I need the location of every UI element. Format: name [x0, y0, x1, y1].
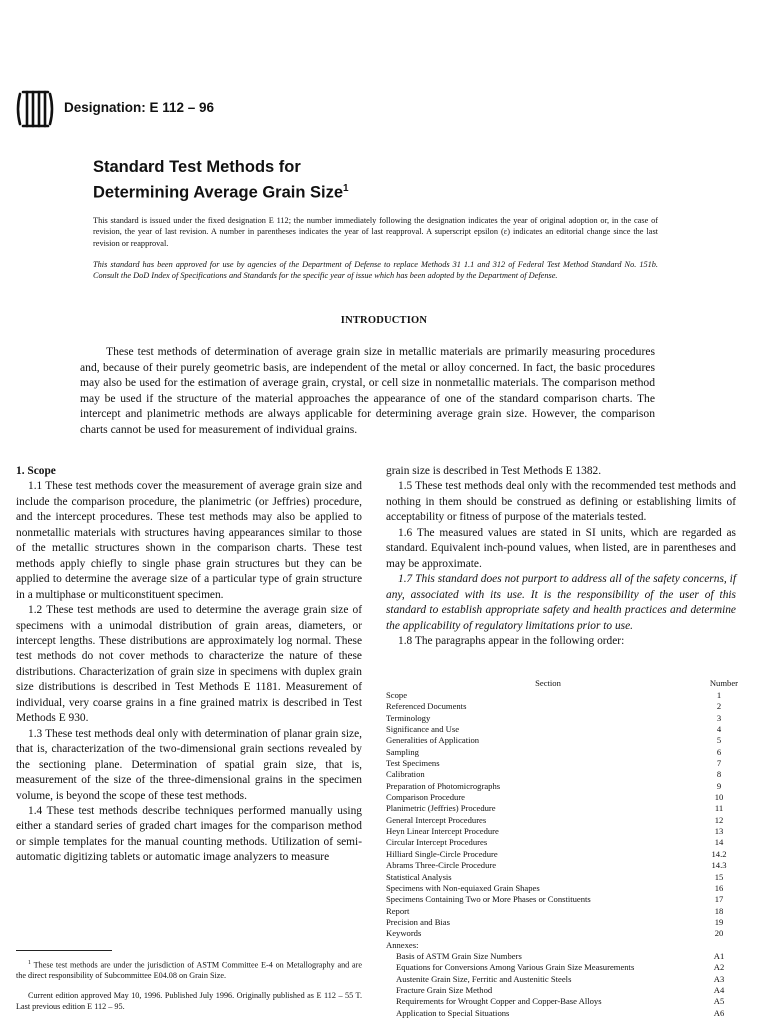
footnote-divider [16, 950, 112, 951]
section-number: 7 [716, 758, 722, 769]
paragraph-1-3: 1.3 These test methods deal only with determination of planar grain size, that is, characterization of the two-dimensional grain sections revealed by the sectioning plane. Determination of spatial grain size, that is, measurement of the size of the three-dimensional grains in the specimen volume, is beyond the scope of these test methods. [16, 727, 362, 802]
left-column [16, 464, 362, 866]
footnote-1-text: These test methods are under the jurisdiction of ASTM Committee E-4 on Metallography and are the direct responsibility of Subcommittee E04.08 on Grain Size. [16, 960, 362, 981]
section-name: Significance and Use [386, 724, 460, 735]
table-row [386, 974, 738, 985]
section-name: Generalities of Application [386, 735, 480, 746]
table-row [386, 769, 738, 780]
title-line-2-text: Determining Average Grain Size [93, 183, 344, 202]
table-row [386, 701, 738, 712]
section-name: Preparation of Photomicrographs [386, 780, 501, 791]
section-number: 10 [714, 792, 724, 803]
astm-logo [14, 86, 56, 132]
table-row [386, 781, 738, 792]
paragraph-1-1: 1.1 These test methods cover the measurement of average grain size and include the comparison procedure, the planimetric (or Jeffries) procedure, and the intercept procedures. These test methods may also be applied to nonmetallic materials with structures having appearances similar to those of the metallic structures shown in the comparison charts. These test methods apply chiefly to single phase grain structures but they can be applied to determine the average size of a particular type of grain structure in a multiphase or multiconstituent specimen. [16, 480, 362, 601]
section-number: 1 [716, 690, 722, 700]
table-row [386, 883, 738, 894]
table-row [386, 724, 738, 735]
section-name: Austenite Grain Size, Ferritic and Austenitic Steels [396, 973, 572, 984]
section-name: Requirements for Wrought Copper and Copper-Base Alloys [396, 996, 602, 1007]
title-line-2 [93, 178, 349, 204]
designation: Designation: E 112 – 96 [64, 100, 215, 115]
section-number: 14 [714, 837, 724, 848]
section-number: A2 [713, 962, 725, 973]
section-table-rows [386, 690, 738, 1019]
table-row [386, 792, 738, 803]
section-number: A1 [713, 950, 725, 961]
section-name: Test Specimens [386, 758, 440, 769]
table-row [386, 713, 738, 724]
section-name: Keywords [386, 928, 422, 939]
introduction-text: These test methods of determination of average grain size in metallic materials are primarily measuring procedures and, because of their purely geometric basis, are independent of the metal or alloy concerned. In fact, the basic procedures may also be used for the estimation of average grain, crystal, or cell size in nonmetallic materials. The comparison method may be used if the structure of the material approaches the appearance of one of the standard comparison charts. The intercept and planimetric methods are always applicable for determining average grain size. However, the comparison charts cannot be used for measurement of individual grains. [80, 345, 655, 436]
paragraph-1-5: 1.5 These test methods deal only with the recommended test methods and nothing in them should be construed as defining or establishing limits of acceptability or fitness of purpose of the materials tested. [386, 480, 736, 524]
section-name: Specimens with Non-equiaxed Grain Shapes [386, 882, 540, 893]
section-name: Heyn Linear Intercept Procedure [386, 826, 499, 837]
section-name: Scope [386, 690, 408, 700]
section-number [700, 940, 738, 951]
section-name: Circular Intercept Procedures [386, 837, 488, 848]
paragraph-1-7: 1.7 This standard does not purport to address all of the safety concerns, if any, associated with its use. It is the responsibility of the user of this standard to establish appropriate safety and health practices and determine the applicability of regulatory limitations prior to use. [386, 573, 736, 632]
section-number: 15 [714, 871, 724, 882]
paragraph-1-4-continued: grain size is described in Test Methods E 1382. [386, 465, 602, 477]
section-number: 13 [714, 826, 724, 837]
table-row [386, 996, 738, 1007]
table-row [386, 826, 738, 837]
dod-approval-notice: This standard has been approved for use by agencies of the Department of Defense to replace Methods 31 1.1 and 312 of Federal Test Method Standard No. 151b. Consult the DoD Index of Specifications and Standards for the specific year of issue which has been adopted by the Department of Defense. [93, 260, 658, 281]
section-name: Terminology [386, 712, 431, 723]
title-line-1: Standard Test Methods for [93, 158, 301, 176]
section-table [386, 676, 738, 1019]
section-number: A6 [713, 1007, 725, 1018]
section-name: Referenced Documents [386, 701, 467, 712]
table-row [386, 917, 738, 928]
table-row [386, 940, 738, 951]
paragraph-1-8: 1.8 The paragraphs appear in the following order: [398, 634, 625, 647]
table-row [386, 906, 738, 917]
section-number: 20 [714, 928, 724, 939]
footnote-edition: Current edition approved May 10, 1996. Published July 1996. Originally published as E 112 – 55 T. Last previous edition E 112 – 95. [16, 991, 362, 1011]
title-footnote-mark: 1 [343, 183, 349, 194]
section-name: Report [386, 905, 410, 916]
table-row [386, 690, 738, 701]
right-column [386, 464, 736, 649]
footnote-1 [16, 958, 362, 982]
section-name: Annexes: [386, 939, 419, 950]
table-row [386, 837, 738, 848]
table-row [386, 894, 738, 905]
section-number: 2 [716, 701, 722, 712]
section-number: 6 [716, 746, 722, 757]
section-number: A5 [713, 996, 725, 1007]
column-header-number: Number [709, 678, 738, 688]
section-name: Sampling [386, 746, 419, 757]
table-row [386, 985, 738, 996]
paragraph-1-6: 1.6 The measured values are stated in SI units, which are regarded as standard. Equivalent inch-pound values, when listed, are in parentheses and may be approximate. [386, 526, 736, 570]
section-name: Fracture Grain Size Method [396, 984, 493, 995]
table-row [386, 747, 738, 758]
section-table-header [386, 676, 738, 690]
section-name: Comparison Procedure [386, 792, 465, 803]
section-name: Planimetric (Jeffries) Procedure [386, 803, 496, 814]
section-number: 9 [716, 780, 722, 791]
section-name: Calibration [386, 769, 425, 780]
table-row [386, 872, 738, 883]
table-row [386, 735, 738, 746]
table-row [386, 962, 738, 973]
column-header-section: Section [535, 678, 561, 688]
table-row [386, 803, 738, 814]
introduction-heading: INTRODUCTION [340, 315, 428, 326]
table-row [386, 849, 738, 860]
section-heading-scope: 1. Scope [16, 465, 56, 477]
section-number: 4 [716, 724, 722, 735]
section-name: Abrams Three-Circle Procedure [386, 860, 497, 871]
section-number: 8 [716, 769, 722, 780]
footnote-1-mark: 1 [28, 960, 31, 966]
section-number: 11 [714, 803, 724, 814]
section-name: Basis of ASTM Grain Size Numbers [396, 950, 522, 961]
paragraph-1-2: 1.2 These test methods are used to determine the average grain size of specimens with a unimodal distribution of grain areas, diameters, or intercept lengths. These distributions are approximately log normal. These test methods do not cover methods to characterize the nature of these distributions. Characterization of grain size in specimens with duplex grain size distributions is described in Test Methods E 1181. Measurement of individual, very coarse grains in a fine grained matrix is described in Test Methods E 930. [16, 604, 362, 725]
section-name: Equations for Conversions Among Various Grain Size Measurements [396, 962, 635, 973]
section-name: Hilliard Single-Circle Procedure [386, 848, 498, 859]
section-name: Precision and Bias [386, 916, 450, 927]
paragraph-1-4: 1.4 These test methods describe techniques performed manually using either a standard series of graded chart images for the comparison method or simple templates for the manual counting methods. Utilization of semi-automatic digitizing tablets or automatic image analyzers to measure [16, 804, 362, 864]
section-number: 19 [714, 916, 724, 927]
section-number: A3 [713, 973, 725, 984]
table-row [386, 928, 738, 939]
table-row [386, 860, 738, 871]
section-number: A4 [713, 984, 725, 995]
section-name: General Intercept Procedures [386, 814, 487, 825]
table-row [386, 758, 738, 769]
document-title [93, 156, 349, 204]
table-row [386, 1008, 738, 1019]
section-name: Specimens Containing Two or More Phases or Constituents [386, 894, 591, 905]
section-number: 14.3 [711, 860, 727, 871]
section-number: 18 [714, 905, 724, 916]
section-number: 12 [714, 814, 724, 825]
table-row [386, 815, 738, 826]
section-number: 3 [716, 712, 722, 723]
table-row [386, 951, 738, 962]
section-number: 14.2 [711, 848, 727, 859]
issue-notice: This standard is issued under the fixed designation E 112; the number immediately following the designation indicates the year of original adoption or, in the case of revision, the year of last revision. A number in parentheses indicates the year of last reapproval. A superscript epsilon (ε) indicates an editorial change since the last revision or reapproval. [93, 216, 658, 248]
section-number: 17 [714, 894, 724, 905]
section-number: 16 [714, 882, 724, 893]
section-name: Application to Special Situations [396, 1007, 510, 1018]
section-number: 5 [716, 735, 722, 746]
section-name: Statistical Analysis [386, 871, 452, 882]
